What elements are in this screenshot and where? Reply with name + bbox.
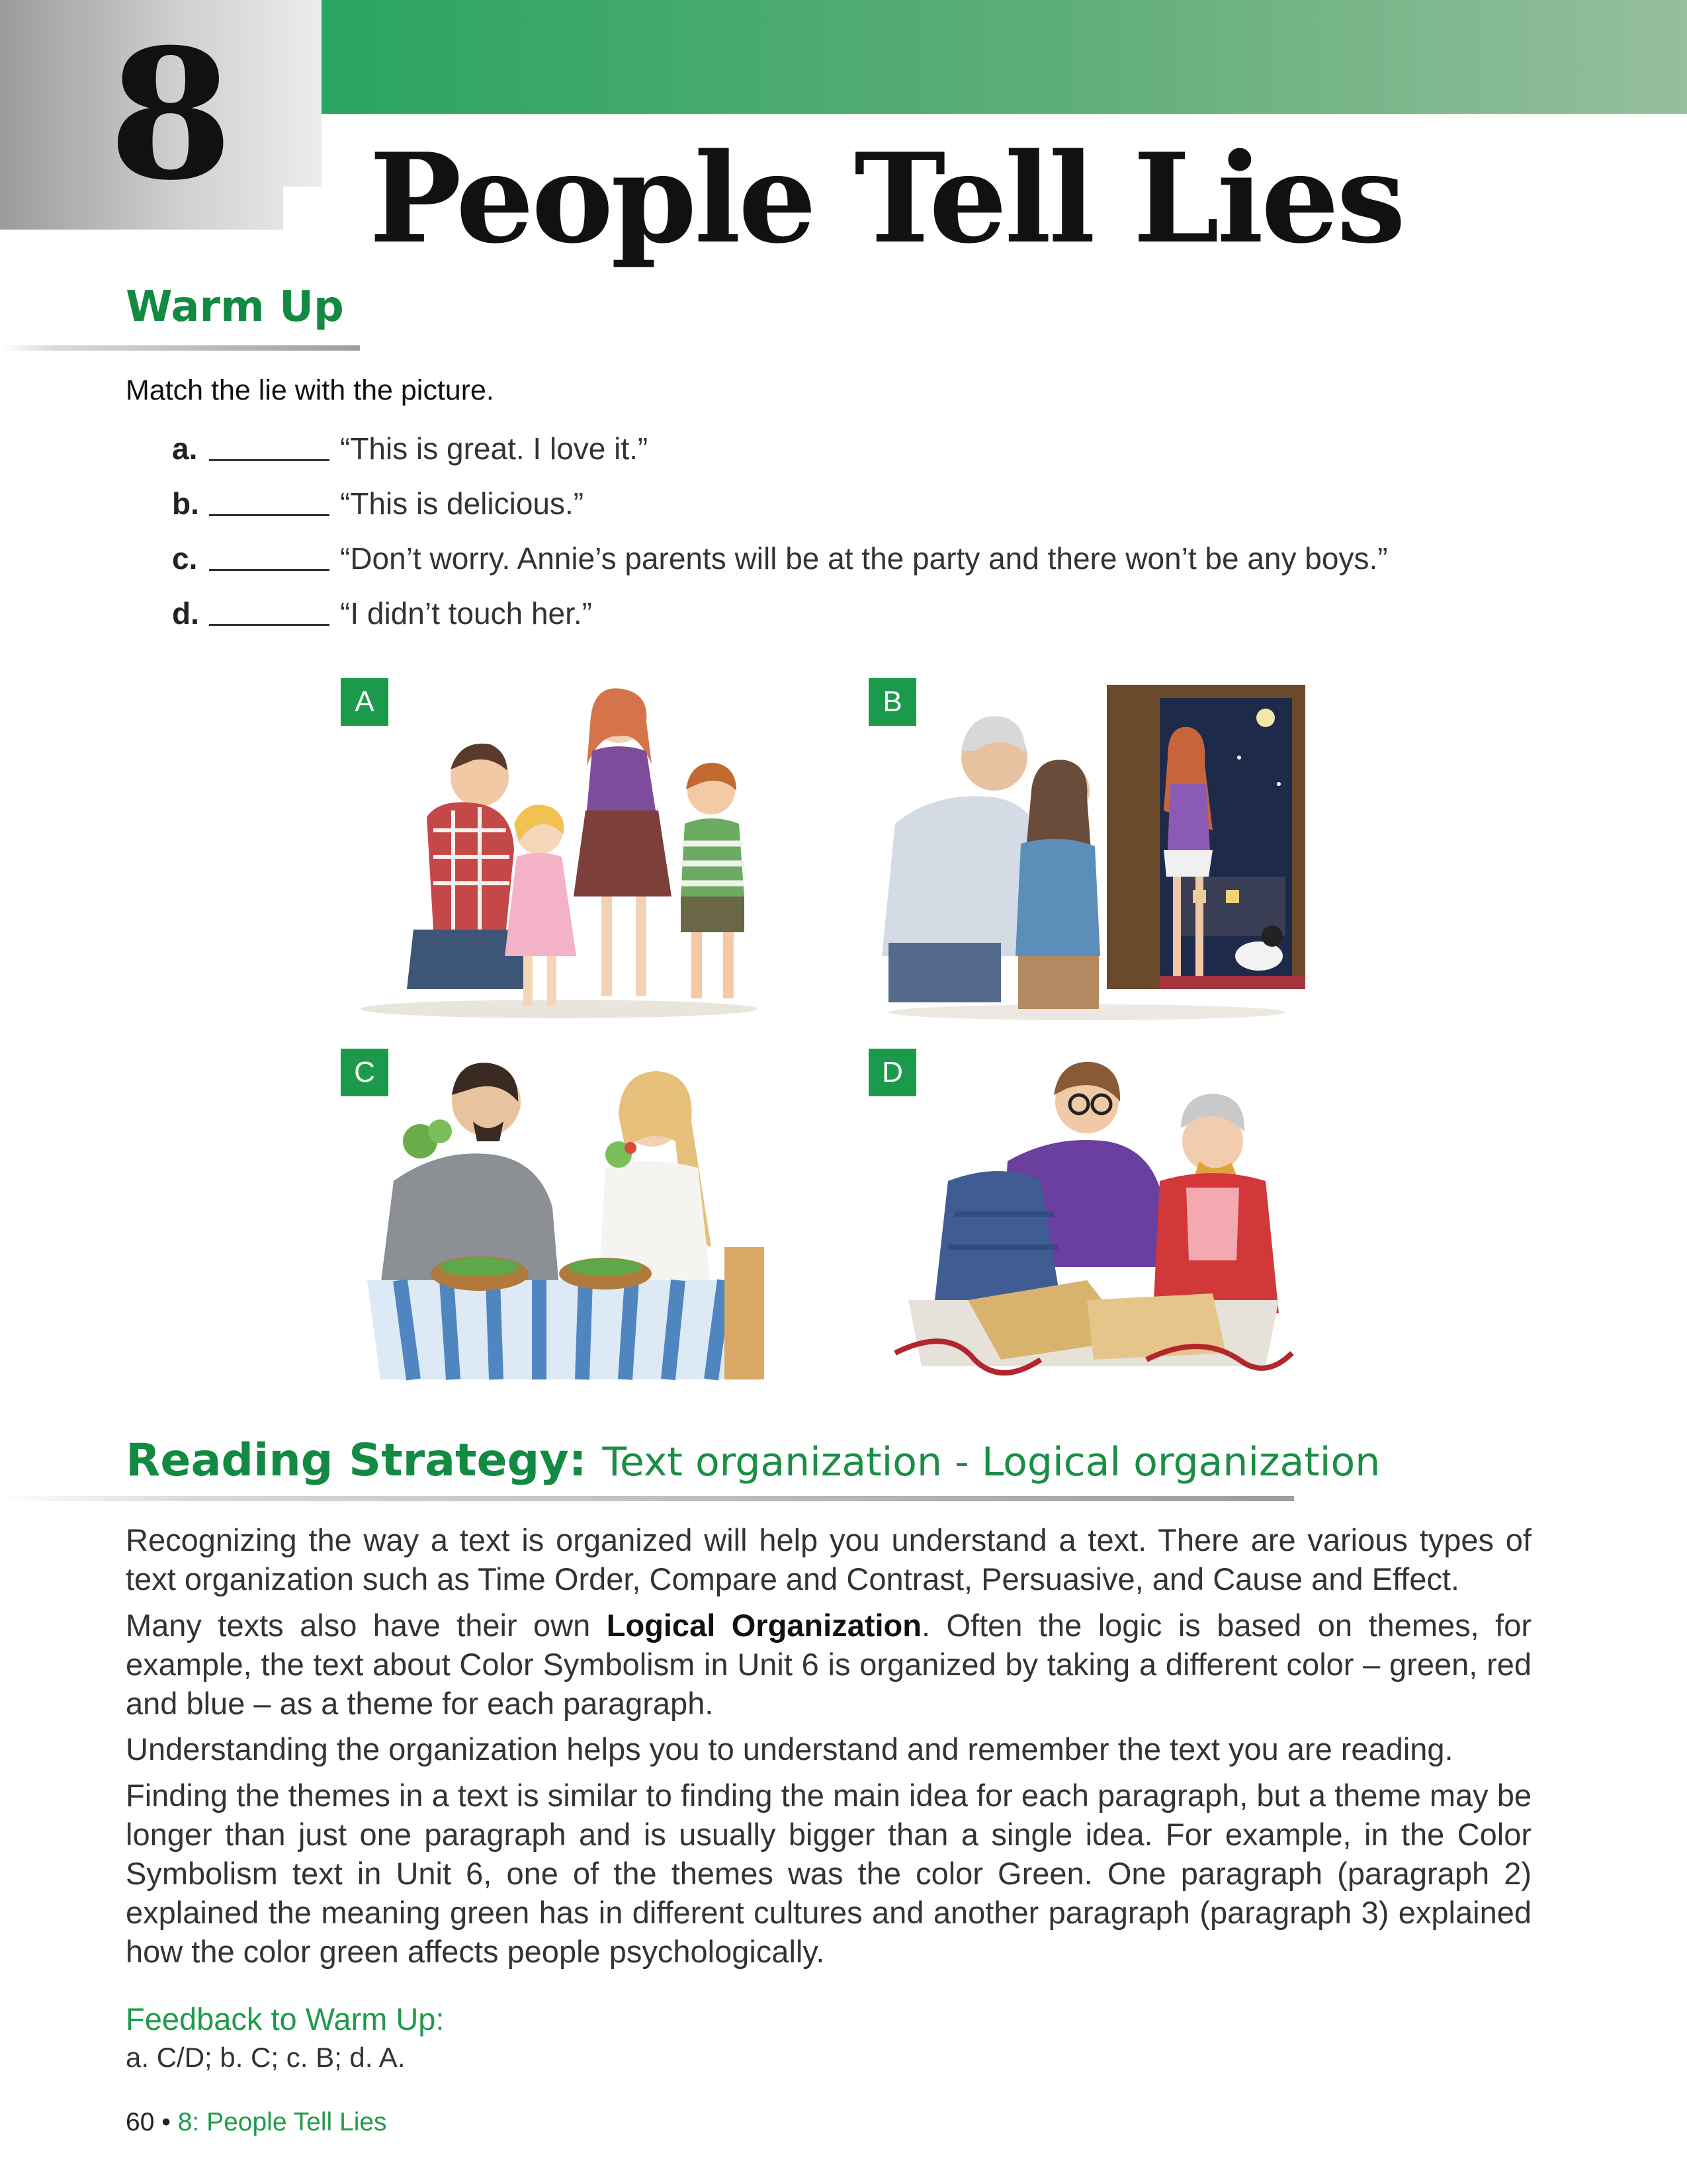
picture-c — [341, 1049, 791, 1393]
strategy-paragraph-4: Finding the themes in a text is similar to finding the main idea for each paragraph, but a theme may be longer than just one paragraph and is usually bigger than a single idea. For example, in the Color Symbolism text in Unit 6, one of the themes was the color Green. One paragraph (paragraph 2) explained the meaning green has in different cultures and another paragraph (paragraph 3) explained how the color green affects people psychologically. — [126, 1778, 1532, 1969]
feedback-answers: a. C/D; b. C; c. B; d. A. — [126, 2042, 406, 2073]
answer-blank-c[interactable] — [209, 540, 329, 571]
warm-up-item-b — [172, 485, 1388, 540]
footer-bullet: • — [161, 2108, 171, 2136]
footer-chapter: 8: People Tell Lies — [177, 2108, 387, 2136]
unit-box-notch — [283, 187, 322, 230]
item-quote: “Don’t worry. Annie’s parents will be at the party and there won’t be any boys.” — [340, 541, 1388, 576]
picture-d — [869, 1049, 1319, 1393]
answer-blank-d[interactable] — [209, 595, 329, 626]
item-letter: a. — [172, 431, 198, 466]
item-letter: c. — [172, 541, 198, 576]
picture-label-b: B — [869, 678, 916, 726]
picture-label-d: D — [869, 1049, 916, 1096]
strategy-subtitle: Text organization - Logical organization — [602, 1439, 1381, 1485]
page-number: 60 — [126, 2108, 155, 2136]
warm-up-item-d — [172, 595, 1388, 650]
parents-door-illustration — [869, 678, 1319, 1022]
family-illustration — [341, 678, 791, 1022]
strategy-paragraph-1: Recognizing the way a text is organized will help you understand a text. There are various types of text organization such as Time Order, Compare and Contrast, Persuasive, and Cause and Effect. — [126, 1522, 1532, 1596]
warm-up-heading: Warm Up — [126, 283, 344, 331]
item-quote: “I didn’t touch her.” — [340, 596, 592, 631]
page-footer — [126, 2106, 387, 2139]
picture-label-a: A — [341, 678, 388, 726]
paragraph-text: . Often the logic is based on themes, for example, the text about Color Symbolism in Unit 6 is organized by taking a different color – green, red and blue – as a theme for each paragraph. — [126, 1608, 1532, 1721]
answer-blank-a[interactable] — [209, 430, 329, 461]
item-letter: d. — [172, 596, 199, 631]
warm-up-divider — [0, 345, 360, 351]
warm-up-item-a — [172, 430, 1388, 485]
warm-up-items — [172, 430, 1388, 650]
reading-strategy-divider — [0, 1496, 1294, 1501]
reading-strategy-heading — [126, 1433, 1380, 1490]
picture-b — [869, 678, 1319, 1022]
feedback-heading: Feedback to Warm Up: — [126, 2001, 445, 2036]
picture-label-c: C — [341, 1049, 388, 1096]
item-quote: “This is great. I love it.” — [340, 431, 648, 466]
warm-up-item-c — [172, 540, 1388, 595]
warm-up-instruction: Match the lie with the picture. — [126, 374, 494, 406]
strategy-paragraph-3: Understanding the organization helps you to understand and remember the text you are reading. — [126, 1731, 1453, 1767]
paragraph-text: Many texts also have their own — [126, 1608, 607, 1643]
answer-blank-b[interactable] — [209, 485, 329, 516]
header-green-bar — [322, 0, 1687, 114]
page-title: People Tell Lies — [369, 126, 1404, 271]
paragraph-bold-term: Logical Organization — [606, 1608, 922, 1643]
unit-number: 8 — [108, 9, 233, 220]
strategy-paragraph-2 — [126, 1606, 1532, 1723]
strategy-title: Reading Strategy: — [126, 1434, 587, 1487]
sweater-gift-illustration — [869, 1049, 1319, 1393]
item-letter: b. — [172, 486, 199, 521]
item-quote: “This is delicious.” — [340, 486, 584, 521]
picture-a — [341, 678, 791, 1022]
couple-salad-illustration — [341, 1049, 791, 1393]
